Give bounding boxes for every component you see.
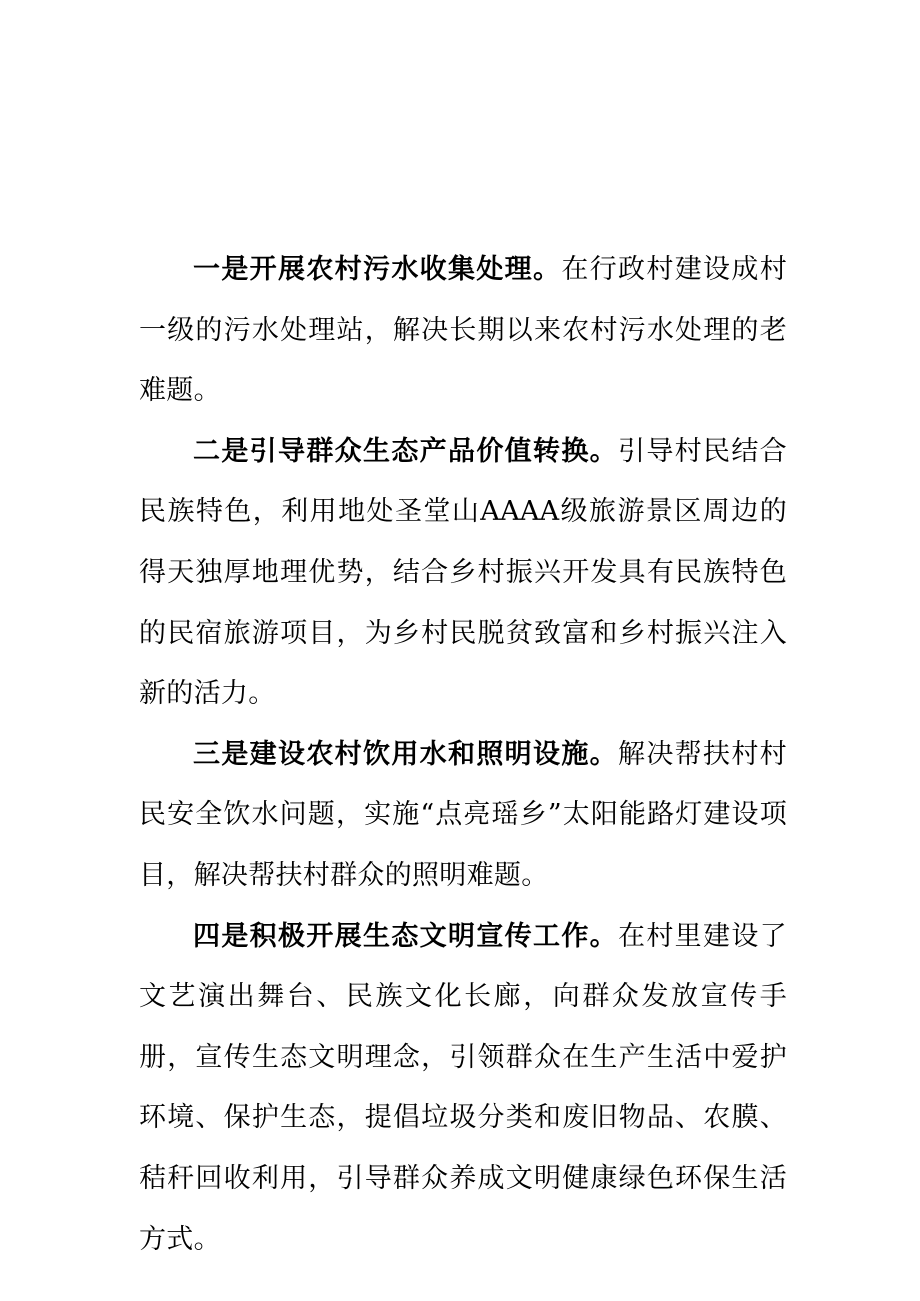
paragraph-water-lighting: [139, 725, 787, 907]
paragraph-eco-products: [139, 422, 787, 725]
paragraph-text: 引导村民结合民族特色，利用地处圣堂山AAAA级旅游景区周边的得天独厚地理优势，结合乡村振兴开发具有民族特色的民宿旅游项目，为乡村民脱贫致富和乡村振兴注入新的活力。: [139, 435, 787, 710]
paragraph-lead: 二是引导群众生态产品价值转换。: [193, 435, 619, 467]
paragraph-lead: 三是建设农村饮用水和照明设施。: [193, 738, 619, 770]
paragraph-eco-civilization: [139, 907, 787, 1271]
paragraph-sewage: [139, 240, 787, 422]
paragraph-text: 解决帮扶村村民安全饮水问题，实施“点亮瑶乡”太阳能路灯建设项目，解决帮扶村群众的照明难题。: [139, 738, 787, 891]
paragraph-lead: 一是开展农村污水收集处理。: [193, 254, 562, 285]
paragraph-text: 在村里建设了文艺演出舞台、民族文化长廊，向群众发放宣传手册，宣传生态文明理念，引领群众在生产生活中爱护环境、保护生态，提倡垃圾分类和废旧物品、农膜、秸秆回收利用，引导群众养成文明健康绿色环保生活方式。: [139, 920, 787, 1255]
paragraph-lead: 四是积极开展生态文明宣传工作。: [193, 920, 619, 952]
paragraph-text: 在行政村建设成村一级的污水处理站，解决长期以来农村污水处理的老难题。: [139, 254, 787, 407]
document-body: [139, 240, 787, 1270]
